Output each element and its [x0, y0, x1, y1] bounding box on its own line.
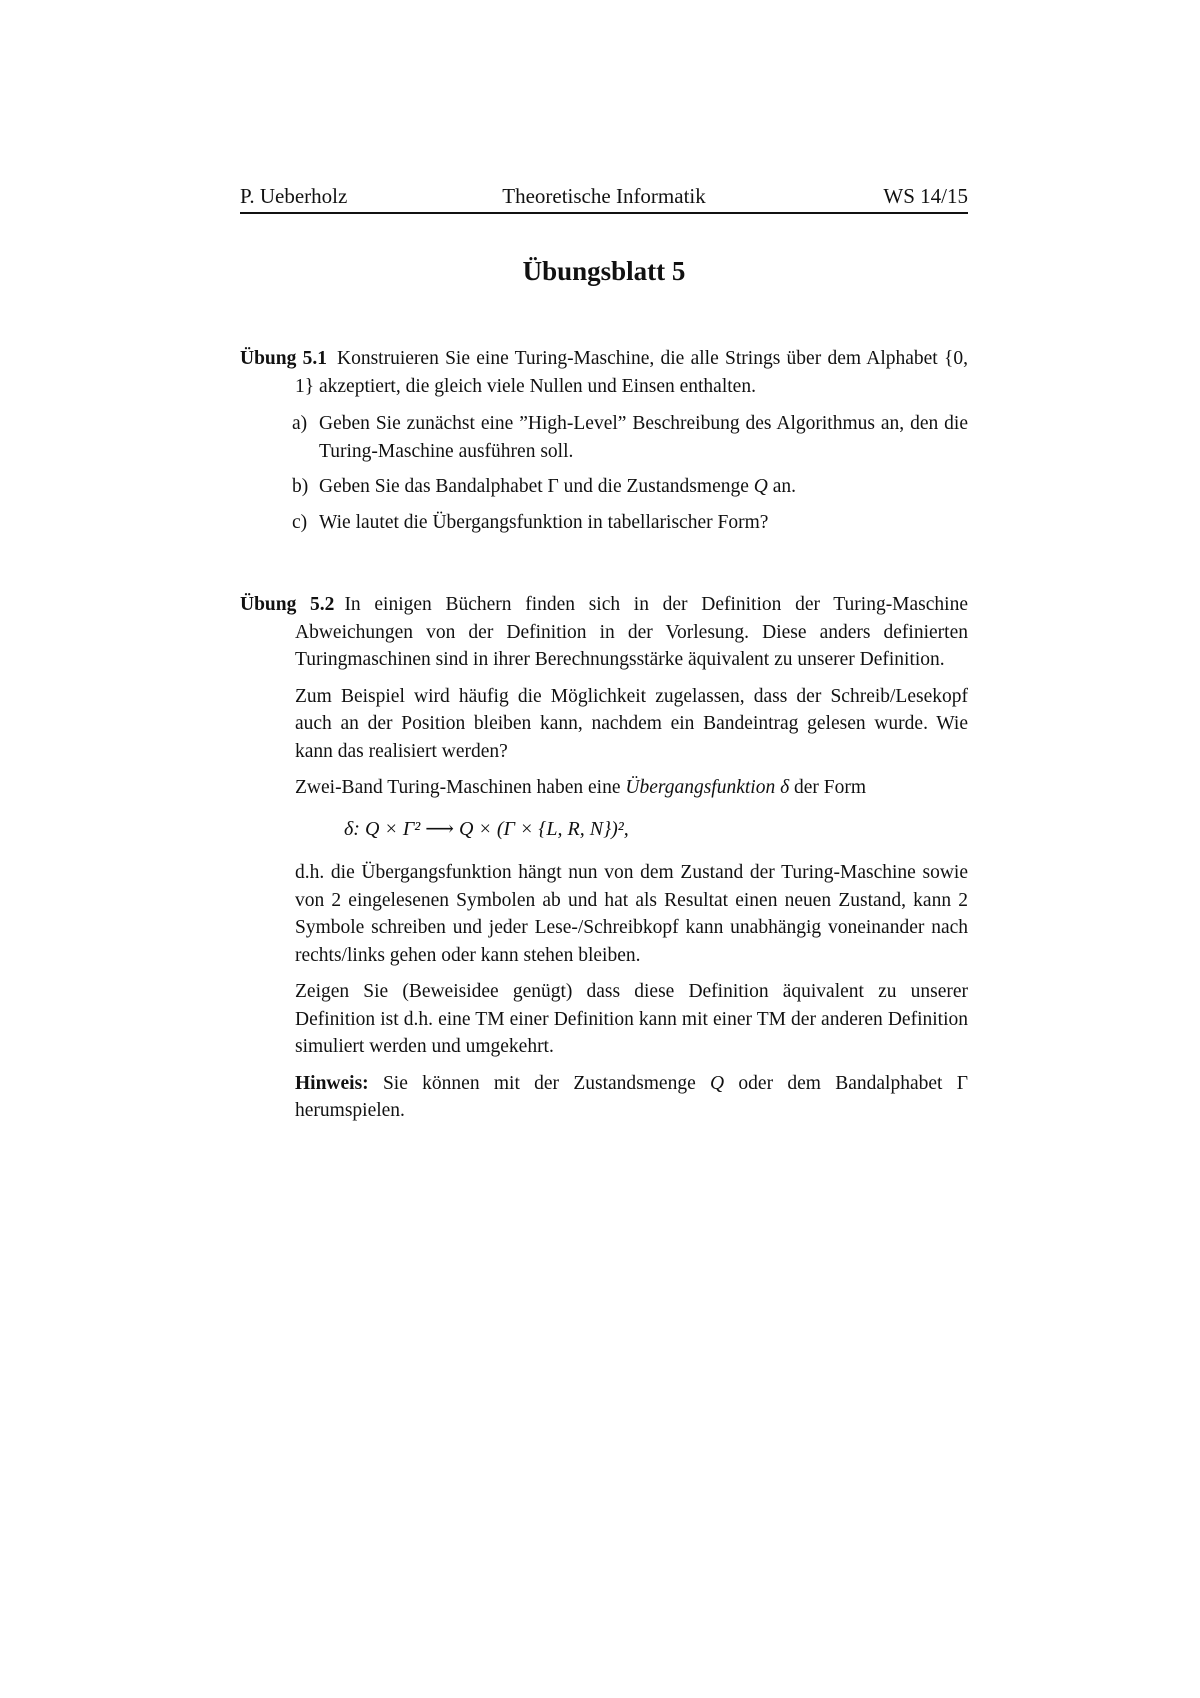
exercise-5-1-text: Konstruieren Sie eine Turing-Maschine, die alle Strings über dem Alphabet {0, 1} akzeptiert, die gleich viele Nullen und Einsen enthalten.	[295, 348, 968, 397]
task-c-marker: c)	[292, 511, 308, 533]
task-a	[240, 410, 968, 465]
task-a-marker: a)	[292, 413, 308, 434]
exercise-5-1-label: Übung 5.1	[240, 348, 328, 369]
header-course: Theoretische Informatik	[502, 184, 706, 208]
task-c-text: Wie lautet die Übergangsfunktion in tabellarischer Form?	[319, 511, 769, 533]
exercise-5-2	[240, 591, 968, 1125]
exercise-5-2-text: In einigen Büchern finden sich in der Definition der Turing-Maschine Abweichungen von der Definition in der Vorlesung. Diese anders definierten Turingmaschinen sind in ihrer Berechnungsstärke äquivalent zu unserer Definition.	[295, 594, 968, 670]
exercise-5-2-paragraph-1: Zum Beispiel wird häufig die Möglichkeit zugelassen, dass der Schreib/Lesekopf auch an der Position bleiben kann, nachdem ein Bandeintrag gelesen wurde. Wie kann das realisiert werden?	[295, 685, 968, 762]
hint-math: Q	[710, 1072, 725, 1094]
formula-text: δ: Q × Γ² ⟶ Q × (Γ × {L, R, N})²,	[344, 817, 629, 840]
task-b-math: Q	[753, 476, 768, 497]
task-b-text-after: an.	[767, 476, 797, 497]
paragraph-2-before: Zwei-Band Turing-Maschinen haben eine	[295, 777, 626, 798]
exercise-5-2-paragraph-4: Zeigen Sie (Beweisidee genügt) dass diese Definition äquivalent zu unserer Definition ist d.h. eine TM einer Definition kann mit einer TM der anderen Definition simuliert werden und umgekehrt.	[295, 981, 968, 1057]
task-a-text: Geben Sie zunächst eine ”High-Level” Beschreibung des Algorithmus an, den die Turing-Maschine ausführen soll.	[319, 413, 968, 462]
paragraph-2-after: der Form	[789, 777, 867, 798]
header-semester: WS 14/15	[883, 184, 968, 208]
exercise-5-1	[240, 345, 968, 544]
page-title: Übungsblatt 5	[522, 256, 686, 286]
exercise-5-2-intro	[240, 591, 968, 674]
task-b-marker: b)	[292, 476, 309, 497]
exercise-5-1-tasks	[240, 410, 968, 536]
hint-label: Hinweis:	[295, 1072, 369, 1094]
hint-text-after: oder dem Bandalphabet Γ herumspielen.	[295, 1072, 968, 1121]
exercise-5-1-intro	[240, 345, 968, 400]
paragraph-2-emphasis: Übergangsfunktion δ	[625, 777, 790, 798]
task-c	[240, 509, 968, 537]
exercise-5-2-paragraph-2	[295, 774, 968, 802]
page-header	[240, 182, 968, 214]
exercise-5-2-paragraph-3: d.h. die Übergangsfunktion hängt nun von dem Zustand der Turing-Maschine sowie von 2 eingelesenen Symbolen ab und hat als Resultat einen neuen Zustand, kann 2 Symbole schreiben und jeder Lese-/Schreibkopf kann unabhängig voneinander nach rechts/links gehen oder kann stehen bleiben.	[295, 862, 968, 966]
exercise-5-2-hint	[295, 1070, 968, 1125]
exercise-5-2-label: Übung 5.2	[240, 594, 335, 615]
transition-function-formula	[344, 816, 968, 844]
task-b	[240, 473, 968, 501]
header-author: P. Ueberholz	[240, 184, 348, 208]
hint-text-before: Sie können mit der Zustandsmenge	[368, 1072, 711, 1094]
task-b-text-before: Geben Sie das Bandalphabet Γ und die Zustandsmenge	[319, 476, 754, 497]
